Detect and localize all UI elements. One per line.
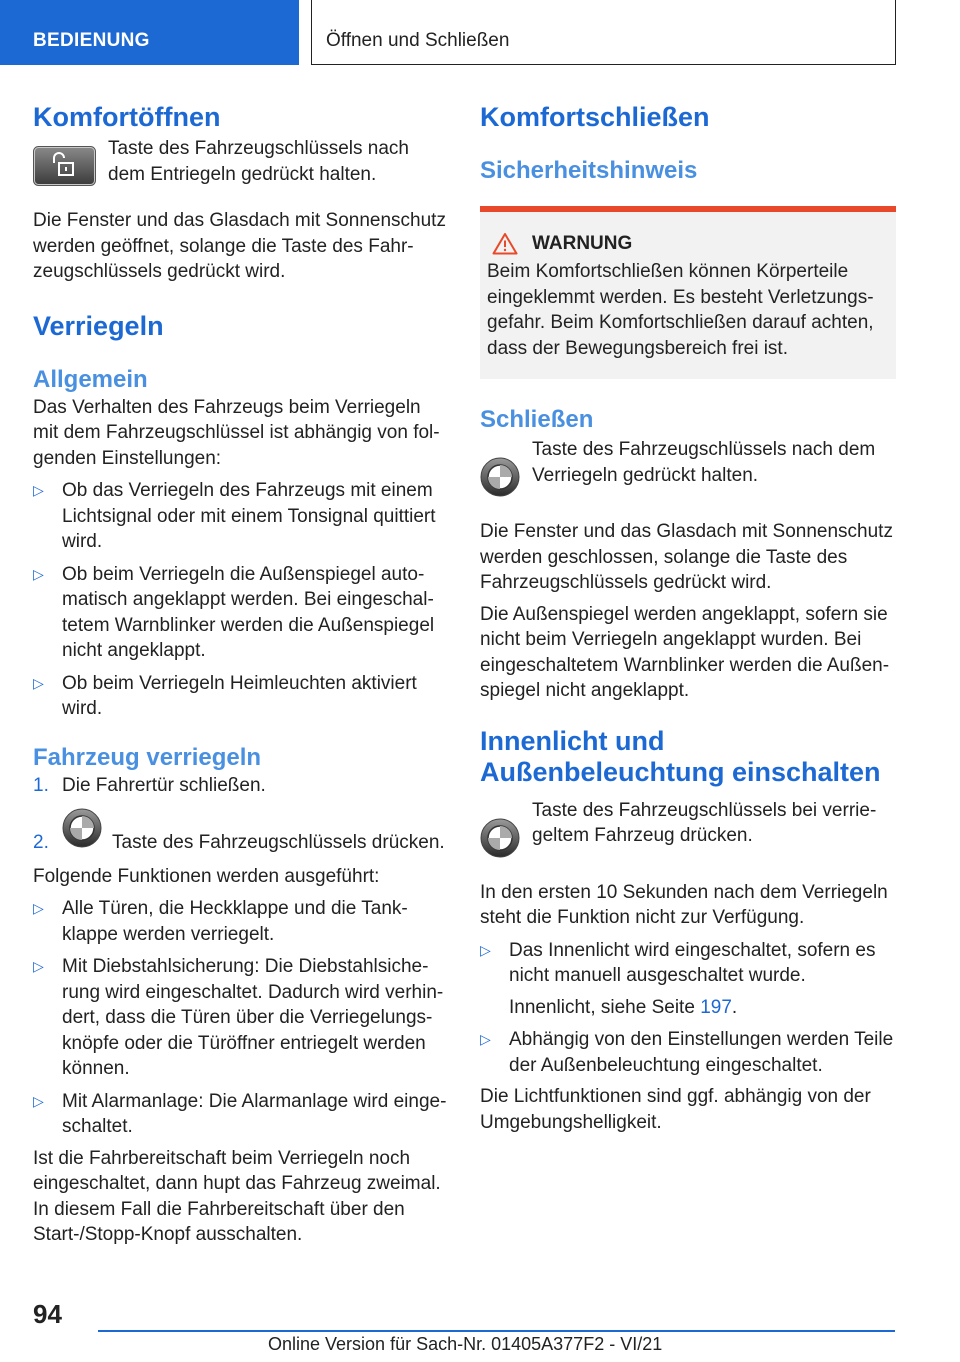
schliessen-body-2: Die Außenspiegel werden angeklappt, sofern sie nicht beim Verriegeln angeklappt wurden. Bei eingeschaltetem Warnblinker werden die Außenspiegel nicht angeklappt. xyxy=(480,603,890,701)
innenlicht-list xyxy=(480,938,896,1079)
chapter-header xyxy=(311,0,896,65)
list-item: ▷ Mit Diebstahlsicherung: Die Diebstahlsicherung wird eingeschaltet. Dadurch wird verhindert, dass die Türen über die Verriegelungsknöpfe oder die Türöffner entriegelt werden können. xyxy=(33,956,444,1079)
triangle-bullet-icon: ▷ xyxy=(33,1092,44,1109)
list-item: ▷ Mit Alarmanlage: Die Alarmanlage wird eingeschaltet. xyxy=(33,1090,447,1137)
bmw-key-row xyxy=(480,798,896,863)
warning-text: Beim Komfortschließen können Körperteile eingeklemmt werden. Es besteht Verletzungsgefahr. Beim Komfortschließen darauf achten, dass der Bewegungsbereich frei ist. xyxy=(487,261,874,359)
right-column xyxy=(480,100,896,1135)
step-item: 2. Taste des Fahrzeugschlüssels drücken. xyxy=(33,808,447,856)
page-number: 94 xyxy=(33,1299,62,1329)
list-item: ▷ Ob beim Verriegeln die Außenspiegel automatisch angeklappt werden. Bei eingeschaltetem Warnblinker werden die Außenspiegel nicht angeklappt. xyxy=(33,563,435,661)
footer-divider xyxy=(98,1330,895,1332)
heading-sicherheitshinweis: Sicherheitshinweis xyxy=(480,157,698,184)
warning-title xyxy=(487,232,888,255)
warning-box xyxy=(480,206,896,379)
schliessen-key-text: Taste des Fahrzeugschlüssels nach dem Verriegeln gedrückt halten. xyxy=(532,439,876,486)
triangle-bullet-icon: ▷ xyxy=(480,941,491,958)
list-item: ▷ Ob das Verriegeln des Fahrzeugs mit einem Lichtsignal oder mit einem Tonsignal quittiert wird. xyxy=(33,480,436,552)
functions-intro: Folgende Funktionen werden ausgeführt: xyxy=(33,865,380,887)
step-item: 1. Die Fahrertür schließen. xyxy=(33,774,266,796)
triangle-bullet-icon: ▷ xyxy=(33,958,44,974)
footer-text: Online Version für Sach-Nr. 01405A377F2 - VI/21 xyxy=(268,1334,663,1354)
innenlicht-closing: Die Lichtfunktionen sind ggf. abhängig von der Umgebungshelligkeit. xyxy=(480,1086,871,1133)
heading-verriegeln: Verriegeln xyxy=(33,310,164,341)
heading-allgemein: Allgemein xyxy=(33,365,148,393)
steps-list xyxy=(33,773,447,856)
chapter-title: Öffnen und Schließen xyxy=(326,30,510,51)
triangle-bullet-icon: ▷ xyxy=(33,565,44,582)
bmw-key-icon xyxy=(480,457,520,502)
bmw-key-icon xyxy=(62,808,102,856)
page-reference: Innenlicht, siehe Seite 197. xyxy=(509,996,738,1018)
list-item: ▷ Ob beim Verriegeln Heimleuchten aktiviert wird. xyxy=(33,672,417,719)
unlock-key-row xyxy=(33,138,447,191)
heading-innenlicht: Innenlicht und Außenbeleuchtung einschalten xyxy=(480,725,881,787)
list-item: ▷ Abhängig von den Einstellungen werden Teile der Außenbeleuchtung eingeschaltet. xyxy=(480,1029,894,1076)
triangle-bullet-icon: ▷ xyxy=(480,1031,491,1047)
list-item: ▷ Das Innenlicht wird eingeschaltet, sofern es nicht manuell ausgeschaltet wurde. Innenlicht, siehe Seite 197. xyxy=(480,938,896,1021)
triangle-bullet-icon: ▷ xyxy=(33,482,44,498)
warning-label: WARNUNG xyxy=(532,232,633,254)
heading-fahrzeug-verriegeln: Fahrzeug verriegeln xyxy=(33,743,262,771)
settings-list xyxy=(33,478,447,722)
section-title: BEDIENUNG xyxy=(33,30,150,51)
heading-komfortoeffnen: Komfortöffnen xyxy=(33,102,221,132)
innenlicht-body: In den ersten 10 Sekunden nach dem Verriegeln steht die Funktion nicht zur Verfügung. xyxy=(480,881,888,928)
heading-komfortschliessen: Komfortschließen xyxy=(480,102,710,132)
functions-list xyxy=(33,896,447,1140)
triangle-bullet-icon: ▷ xyxy=(33,674,44,691)
schliessen-body-1: Die Fenster und das Glasdach mit Sonnenschutz werden geschlossen, solange die Taste des Fahrzeugschlüssels gedrückt wird. xyxy=(480,521,893,593)
bmw-key-row xyxy=(480,437,896,502)
list-item: ▷ Alle Türen, die Heckklappe und die Tankklappe werden verriegelt. xyxy=(33,898,408,945)
innenlicht-key-text: Taste des Fahrzeugschlüssels bei verriegeltem Fahrzeug drücken. xyxy=(532,799,877,846)
left-column xyxy=(33,100,447,1248)
verriegeln-closing: Ist die Fahrbereitschaft beim Verriegeln noch eingeschaltet, dann hupt das Fahrzeug zweimal. In diesem Fall die Fahrbereitschaft über den Start-/Stopp-Knopf ausschalten. xyxy=(33,1147,441,1245)
warning-triangle-icon xyxy=(492,232,518,255)
komfortoeffnen-body: Die Fenster und das Glasdach mit Sonnenschutz werden geöffnet, solange die Taste des Fahrzeugschlüssels gedrückt wird. xyxy=(33,210,446,282)
section-tab xyxy=(0,0,299,65)
heading-schliessen: Schließen xyxy=(480,406,594,433)
unlock-key-text: Taste des Fahrzeugschlüssels nach dem Entriegeln gedrückt halten. xyxy=(108,138,409,185)
triangle-bullet-icon: ▷ xyxy=(33,900,44,916)
unlock-key-icon xyxy=(33,146,96,191)
page-link[interactable]: 197 xyxy=(700,996,732,1018)
bmw-key-icon xyxy=(480,818,520,863)
allgemein-body: Das Verhalten des Fahrzeugs beim Verriegeln mit dem Fahrzeugschlüssel ist abhängig von folgenden Einstellungen: xyxy=(33,396,440,469)
